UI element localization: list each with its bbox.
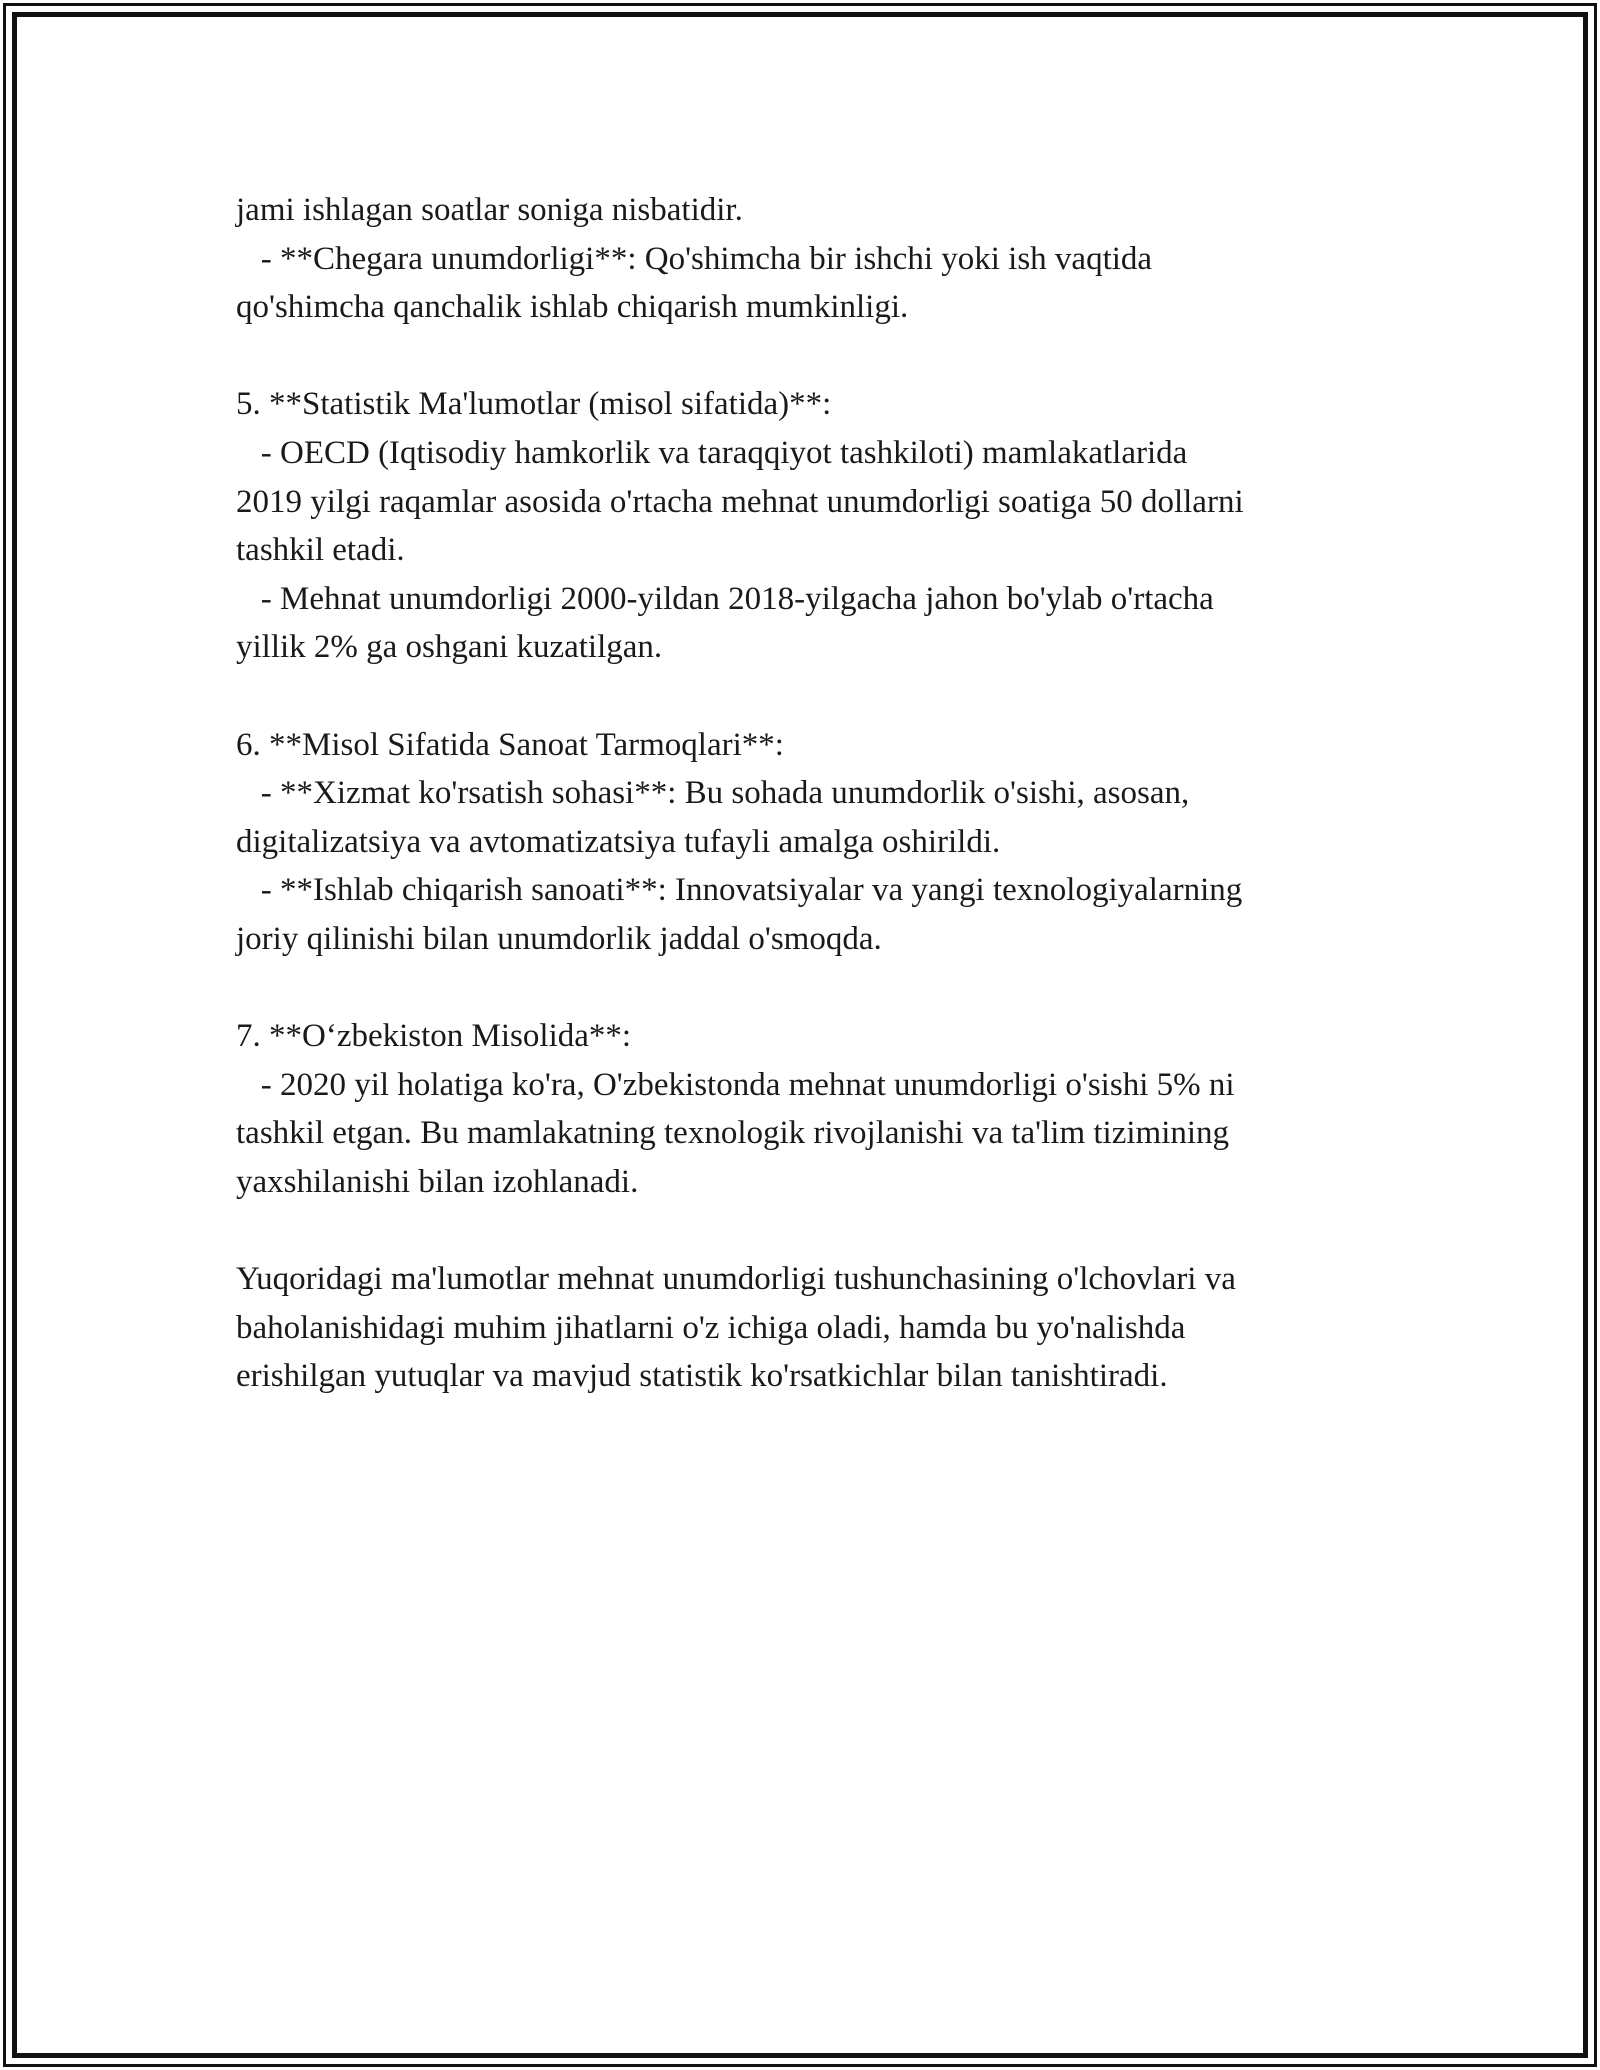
text-line: digitalizatsiya va avtomatizatsiya tufayli amalga oshirildi. <box>236 823 1001 860</box>
text-line: joriy qilinishi bilan unumdorlik jaddal o'smoqda. <box>236 920 882 957</box>
section-heading: 6. **Misol Sifatida Sanoat Tarmoqlari**: <box>236 726 784 763</box>
text-line: - OECD (Iqtisodiy hamkorlik va taraqqiyot tashkiloti) mamlakatlarida <box>236 434 1188 471</box>
section-heading: 7. **O‘zbekiston Misolida**: <box>236 1018 632 1055</box>
text-line: Yuqoridagi ma'lumotlar mehnat unumdorligi tushunchasining o'lchovlari va <box>236 1261 1236 1298</box>
text-line: erishilgan yutuqlar va mavjud statistik ko'rsatkichlar bilan tanishtiradi. <box>236 1358 1168 1395</box>
text-line: yaxshilanishi bilan izohlanadi. <box>236 1163 639 1200</box>
text-line: - **Ishlab chiqarish sanoati**: Innovatsiyalar va yangi texnologiyalarning <box>236 872 1243 909</box>
text-line: yillik 2% ga oshgani kuzatilgan. <box>236 629 663 666</box>
text-line: - 2020 yil holatiga ko'ra, O'zbekistonda mehnat unumdorligi o'sishi 5% ni <box>236 1066 1235 1103</box>
text-line: tashkil etadi. <box>236 532 405 569</box>
text-line: qo'shimcha qanchalik ishlab chiqarish mumkinligi. <box>236 289 909 326</box>
text-line: - **Xizmat ko'rsatish sohasi**: Bu sohada unumdorlik o'sishi, asosan, <box>236 775 1190 812</box>
paragraph-gap <box>236 1206 1366 1255</box>
text-line: tashkil etgan. Bu mamlakatning texnologik rivojlanishi va ta'lim tizimining <box>236 1115 1230 1152</box>
document-body <box>236 186 1366 1401</box>
section-heading: 5. **Statistik Ma'lumotlar (misol sifatida)**: <box>236 386 832 423</box>
text-line: - Mehnat unumdorligi 2000-yildan 2018-yilgacha jahon bo'ylab o'rtacha <box>236 580 1214 617</box>
text-line: 2019 yilgi raqamlar asosida o'rtacha mehnat unumdorligi soatiga 50 dollarni <box>236 483 1244 520</box>
text-line: - **Chegara unumdorligi**: Qo'shimcha bir ishchi yoki ish vaqtida <box>236 240 1153 277</box>
paragraph-gap <box>236 332 1366 381</box>
paragraph-gap <box>236 964 1366 1013</box>
paragraph-gap <box>236 672 1366 721</box>
text-line: baholanishidagi muhim jihatlarni o'z ichiga oladi, hamda bu yo'nalishda <box>236 1309 1186 1346</box>
text-line: jami ishlagan soatlar soniga nisbatidir. <box>236 192 743 228</box>
